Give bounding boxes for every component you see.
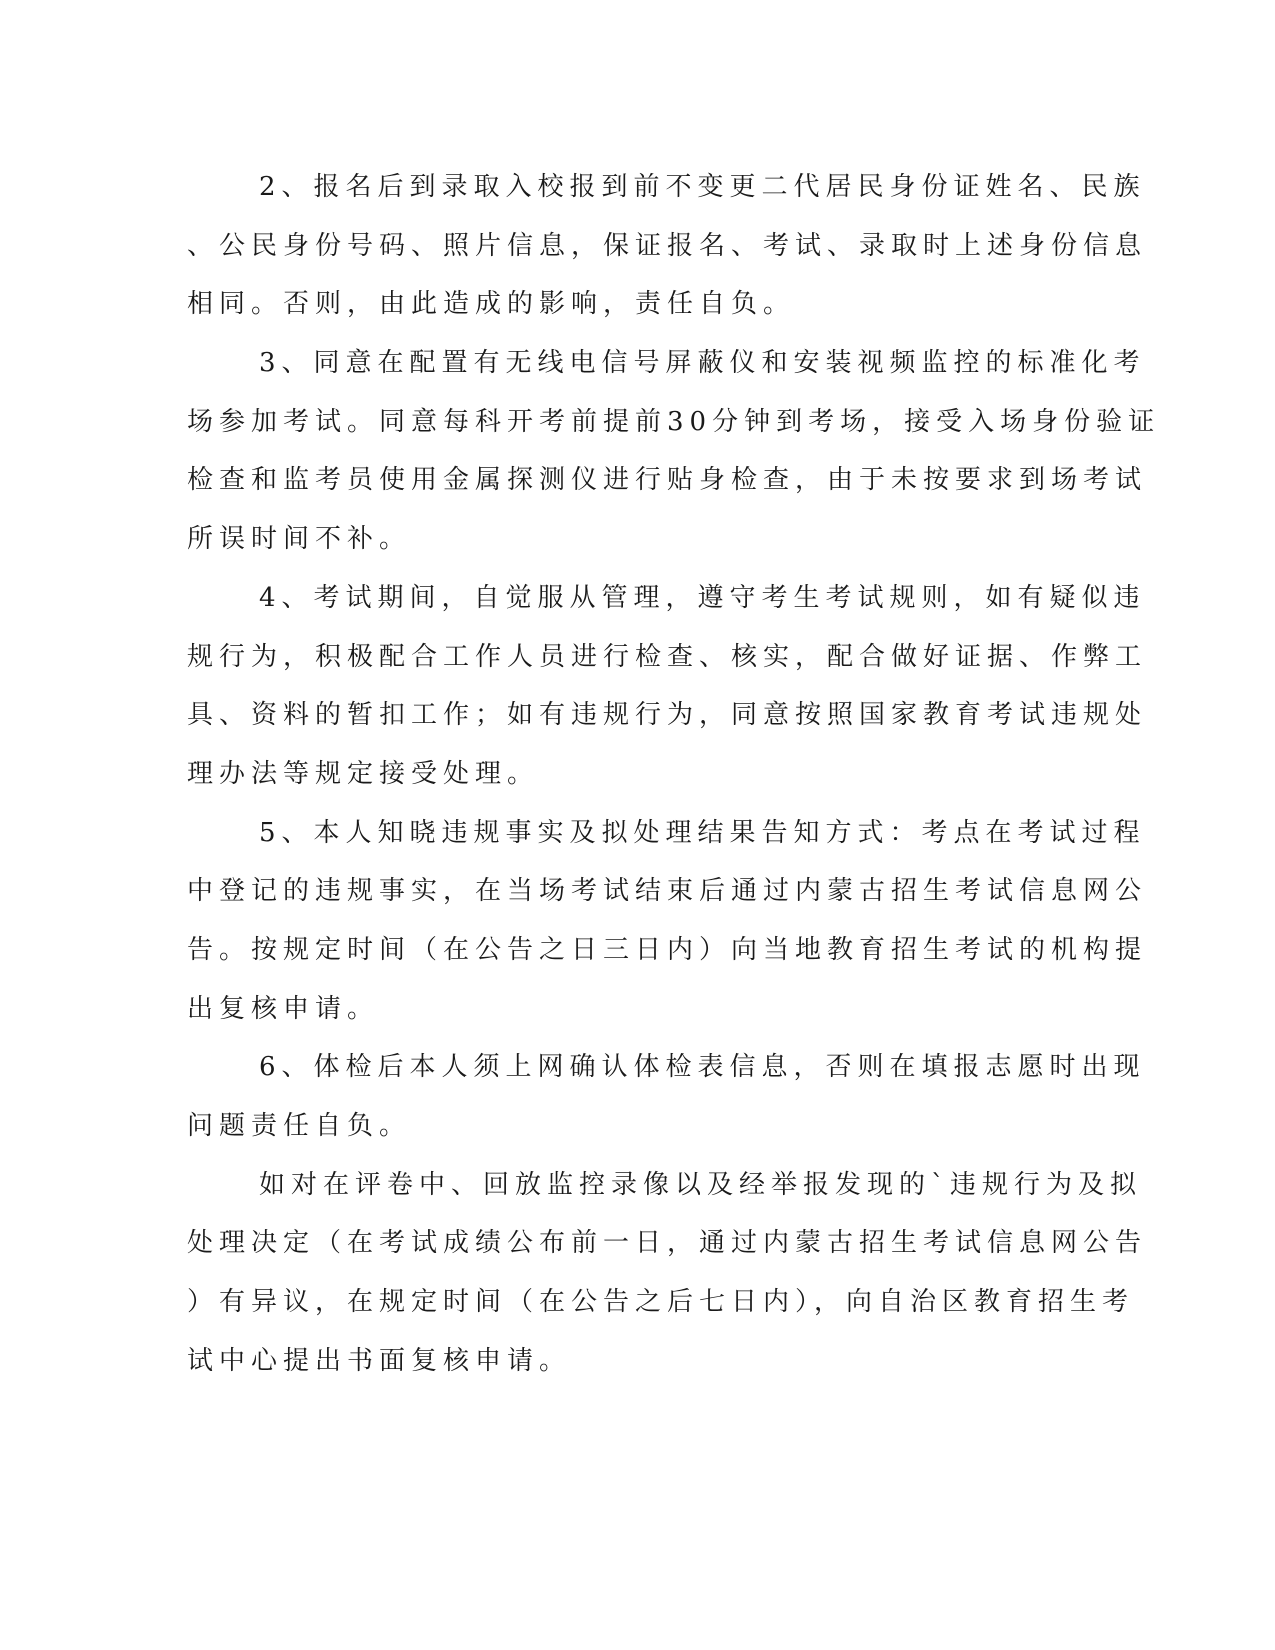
paragraph-item-6	[187, 1038, 1146, 1155]
paragraph-item-3	[187, 334, 1161, 569]
paragraph-item-5	[187, 804, 1148, 1039]
paragraph-line: 具、资料的暂扣工作；如有违规行为，同意按照国家教育考试违规处	[187, 700, 1148, 731]
paragraph-line: 、公民身份号码、照片信息，保证报名、考试、录取时上述身份信息	[187, 230, 1148, 261]
paragraph-line: 出复核申请。	[187, 993, 380, 1024]
paragraph-line: 处理决定（在考试成绩公布前一日，通过内蒙古招生考试信息网公告	[187, 1228, 1148, 1259]
paragraph-line: 3、同意在配置有无线电信号屏蔽仪和安装视频监控的标准化考	[259, 348, 1146, 379]
paragraph-line: 规行为，积极配合工作人员进行检查、核实，配合做好证据、作弊工	[187, 641, 1148, 672]
paragraph-line: 4、考试期间，自觉服从管理，遵守考生考试规则，如有疑似违	[259, 582, 1146, 613]
paragraph-closing	[187, 1156, 1148, 1391]
paragraph-line: 问题责任自负。	[187, 1111, 412, 1141]
paragraph-line: 相同。否则，由此造成的影响，责任自负。	[187, 289, 796, 320]
paragraph-line: 中登记的违规事实，在当场考试结束后通过内蒙古招生考试信息网公	[187, 876, 1148, 907]
paragraph-line: 5、本人知晓违规事实及拟处理结果告知方式：考点在考试过程	[259, 817, 1146, 848]
paragraph-line: 2、报名后到录取入校报到前不变更二代居民身份证姓名、民族	[259, 172, 1146, 202]
paragraph-line: 如对在评卷中、回放监控录像以及经举报发现的`违规行为及拟	[259, 1169, 1143, 1200]
document-body	[187, 158, 1161, 1390]
paragraph-line: 检查和监考员使用金属探测仪进行贴身检查，由于未按要求到场考试	[187, 465, 1148, 496]
paragraph-line: 告。按规定时间（在公告之日三日内）向当地教育招生考试的机构提	[187, 934, 1148, 965]
paragraph-line: 6、体检后本人须上网确认体检表信息，否则在填报志愿时出现	[259, 1052, 1146, 1083]
paragraph-line: 所误时间不补。	[187, 524, 412, 555]
paragraph-item-2	[187, 158, 1148, 334]
paragraph-line: 试中心提出书面复核申请。	[187, 1345, 572, 1376]
paragraph-line: ）有异议，在规定时间（在公告之后七日内），向自治区教育招生考	[187, 1287, 1135, 1318]
paragraph-item-4	[187, 569, 1148, 804]
paragraph-line: 理办法等规定接受处理。	[187, 758, 540, 789]
paragraph-line: 场参加考试。同意每科开考前提前30分钟到考场，接受入场身份验证	[187, 406, 1161, 437]
